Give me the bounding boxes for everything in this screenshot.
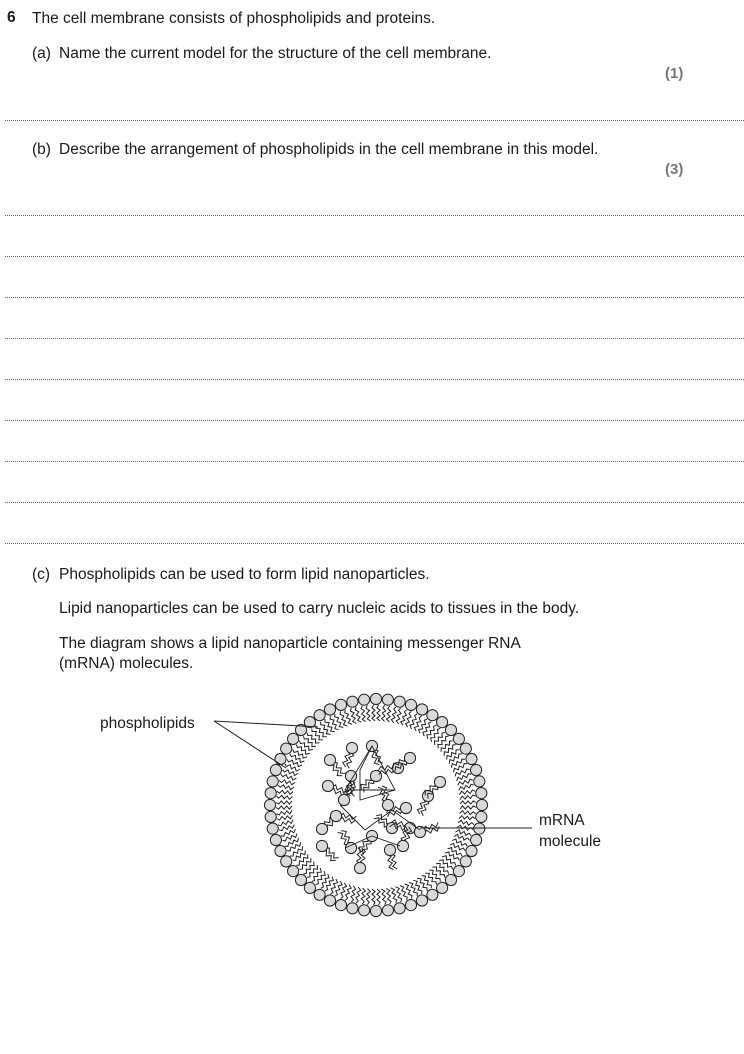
inner-lipid-head bbox=[338, 794, 349, 805]
phospholipid-tail bbox=[276, 801, 292, 804]
phospholipid-head bbox=[476, 799, 487, 810]
phospholipid-tail bbox=[391, 888, 397, 903]
part-c-label: (c) bbox=[32, 566, 51, 583]
phospholipid-tail bbox=[281, 829, 296, 836]
phospholipid-head bbox=[295, 874, 306, 885]
phospholipid-head bbox=[314, 889, 325, 900]
phospholipid-head bbox=[275, 753, 286, 764]
phospholipid-head bbox=[335, 699, 346, 710]
phospholipid-head bbox=[466, 845, 477, 856]
phospholipid-head bbox=[347, 696, 358, 707]
part-b-text: Describe the arrangement of phospholipids in the cell membrane in this model. bbox=[59, 141, 599, 158]
part-b-label: (b) bbox=[32, 141, 51, 158]
inner-lipid-head bbox=[354, 862, 365, 873]
phospholipid-tail bbox=[321, 874, 329, 888]
phospholipid-tail bbox=[278, 820, 293, 826]
phospholipid-tail bbox=[460, 806, 476, 809]
phospholipid-head bbox=[382, 694, 393, 705]
phospholipid-head bbox=[437, 882, 448, 893]
phospholipid-tail bbox=[304, 862, 315, 874]
phospholipid-head bbox=[416, 895, 427, 906]
phospholipid-tail bbox=[445, 852, 459, 860]
phospholipid-tail bbox=[307, 733, 319, 744]
phospholipid-tail bbox=[312, 728, 323, 740]
phospholipid-tail bbox=[278, 785, 294, 790]
phospholipid-head bbox=[476, 811, 487, 822]
part-c-text2: Lipid nanoparticles can be used to carry nucleic acids to tissues in the body. bbox=[59, 600, 580, 617]
phospholipid-tail bbox=[434, 733, 445, 746]
phospholipid-tail bbox=[345, 710, 352, 725]
phospholipid-head bbox=[304, 882, 315, 893]
inner-lipid-head bbox=[400, 802, 411, 813]
phospholipid-head bbox=[267, 823, 278, 834]
inner-lipid-head bbox=[392, 762, 403, 773]
phospholipid-tail bbox=[299, 858, 311, 869]
pointer-line-1 bbox=[214, 721, 318, 727]
question-stem: The cell membrane consists of phospholipids and proteins. bbox=[32, 10, 436, 27]
phospholipid-tail bbox=[429, 870, 440, 882]
phospholipid-head bbox=[359, 905, 370, 916]
phospholipid-head bbox=[324, 704, 335, 715]
phospholipid-tail bbox=[307, 865, 318, 878]
phospholipid-head bbox=[264, 799, 275, 810]
inner-lipid-head bbox=[324, 754, 335, 765]
part-a-label: (a) bbox=[32, 45, 51, 62]
phospholipid-tail bbox=[377, 705, 380, 721]
label-mrna-line2: molecule bbox=[539, 833, 602, 850]
part-c-text3-line1: The diagram shows a lipid nanoparticle containing messenger RNA bbox=[59, 635, 521, 652]
phospholipid-tail bbox=[366, 705, 371, 721]
phospholipid-tail bbox=[460, 801, 476, 804]
phospholipid-tail bbox=[356, 887, 361, 903]
part-c-text1: Phospholipids can be used to form lipid nanoparticles. bbox=[59, 566, 430, 583]
inner-lipid-head bbox=[384, 844, 395, 855]
phospholipid-head bbox=[476, 788, 487, 799]
phospholipid-tail bbox=[372, 889, 375, 905]
part-a-marks: (1) bbox=[665, 65, 684, 82]
phospholipid-tail bbox=[304, 736, 317, 747]
phospholipid-tail bbox=[457, 774, 472, 781]
inner-lipid-head bbox=[330, 810, 341, 821]
phospholipid-head bbox=[394, 696, 405, 707]
phospholipid-tail bbox=[387, 706, 391, 722]
phospholipid-tail bbox=[458, 820, 474, 825]
part-c-text3-line2: (mRNA) molecules. bbox=[59, 655, 194, 672]
part-a-text: Name the current model for the structure of the cell membrane. bbox=[59, 45, 492, 62]
phospholipid-tail bbox=[425, 873, 436, 885]
phospholipid-head bbox=[453, 733, 464, 744]
phospholipid-head bbox=[405, 699, 416, 710]
part-b-marks: (3) bbox=[665, 161, 684, 178]
phospholipid-tail bbox=[433, 867, 445, 878]
phospholipid-head bbox=[445, 724, 456, 735]
phospholipid-tail bbox=[391, 707, 396, 723]
phospholipid-head bbox=[270, 764, 281, 775]
phospholipid-head bbox=[474, 776, 485, 787]
phospholipid-head bbox=[370, 905, 381, 916]
phospholipid-tail bbox=[276, 806, 292, 809]
label-mrna-line1: mRNA bbox=[539, 812, 585, 829]
phospholipid-head bbox=[324, 895, 335, 906]
phospholipid-head bbox=[416, 704, 427, 715]
phospholipid-tail bbox=[444, 745, 456, 756]
phospholipid-head bbox=[474, 823, 485, 834]
phospholipid-head bbox=[466, 753, 477, 764]
phospholipid-tail bbox=[277, 790, 293, 794]
phospholipid-tail bbox=[276, 795, 292, 799]
phospholipid-tail bbox=[382, 705, 386, 721]
phospholipid-head bbox=[275, 845, 286, 856]
phospholipid-tail bbox=[459, 784, 474, 790]
phospholipid-head bbox=[265, 788, 276, 799]
phospholipid-tail bbox=[460, 811, 476, 815]
phospholipid-tail bbox=[355, 707, 361, 722]
inner-lipid-head bbox=[404, 752, 415, 763]
phospholipid-tail bbox=[377, 889, 380, 905]
phospholipid-head bbox=[359, 694, 370, 705]
phospholipid-head bbox=[394, 903, 405, 914]
phospholipid-head bbox=[281, 743, 292, 754]
inner-lipid-head bbox=[382, 799, 393, 810]
pointer-line-2 bbox=[214, 721, 286, 768]
phospholipid-tail bbox=[423, 722, 431, 736]
phospholipid-tail bbox=[372, 705, 375, 721]
phospholipid-tail bbox=[400, 886, 407, 901]
phospholipid-head bbox=[437, 717, 448, 728]
phospholipid-tail bbox=[296, 854, 308, 865]
inner-lipid-head bbox=[434, 776, 445, 787]
phospholipid-tail bbox=[361, 706, 366, 722]
phospholipid-tail bbox=[441, 741, 453, 752]
phospholipid-head bbox=[288, 866, 299, 877]
phospholipid-tail bbox=[459, 790, 475, 795]
phospholipid-head bbox=[453, 866, 464, 877]
phospholipid-tail bbox=[276, 810, 292, 815]
phospholipid-head bbox=[281, 856, 292, 867]
inner-lipid-head bbox=[322, 780, 333, 791]
nanoparticle bbox=[264, 693, 487, 916]
phospholipid-head bbox=[471, 764, 482, 775]
phospholipid-tail bbox=[277, 815, 293, 820]
phospholipid-head bbox=[471, 834, 482, 845]
phospholipid-head bbox=[460, 743, 471, 754]
phospholipid-head bbox=[382, 905, 393, 916]
inner-lipid-head bbox=[346, 742, 357, 753]
phospholipid-head bbox=[267, 776, 278, 787]
phospholipid-tail bbox=[460, 795, 476, 800]
phospholipid-head bbox=[288, 733, 299, 744]
phospholipid-head bbox=[427, 710, 438, 721]
phospholipid-tail bbox=[293, 750, 307, 758]
phospholipid-head bbox=[405, 900, 416, 911]
phospholipid-tail bbox=[366, 889, 370, 905]
phospholipid-tail bbox=[381, 889, 386, 905]
phospholipid-tail bbox=[459, 816, 475, 820]
inner-lipid-head bbox=[316, 840, 327, 851]
phospholipid-head bbox=[445, 874, 456, 885]
phospholipid-head bbox=[265, 811, 276, 822]
phospholipid-head bbox=[335, 900, 346, 911]
label-phospholipids: phospholipids bbox=[100, 715, 195, 732]
phospholipid-head bbox=[370, 693, 381, 704]
phospholipid-head bbox=[347, 903, 358, 914]
phospholipid-tail bbox=[386, 888, 391, 904]
phospholipid-tail bbox=[436, 863, 449, 874]
phospholipid-head bbox=[270, 834, 281, 845]
phospholipid-tail bbox=[361, 888, 365, 904]
phospholipid-head bbox=[314, 710, 325, 721]
question-number: 6 bbox=[7, 9, 16, 26]
inner-lipid-head bbox=[316, 823, 327, 834]
phospholipid-tail bbox=[438, 736, 449, 748]
phospholipid-head bbox=[460, 856, 471, 867]
phospholipid-head bbox=[427, 889, 438, 900]
